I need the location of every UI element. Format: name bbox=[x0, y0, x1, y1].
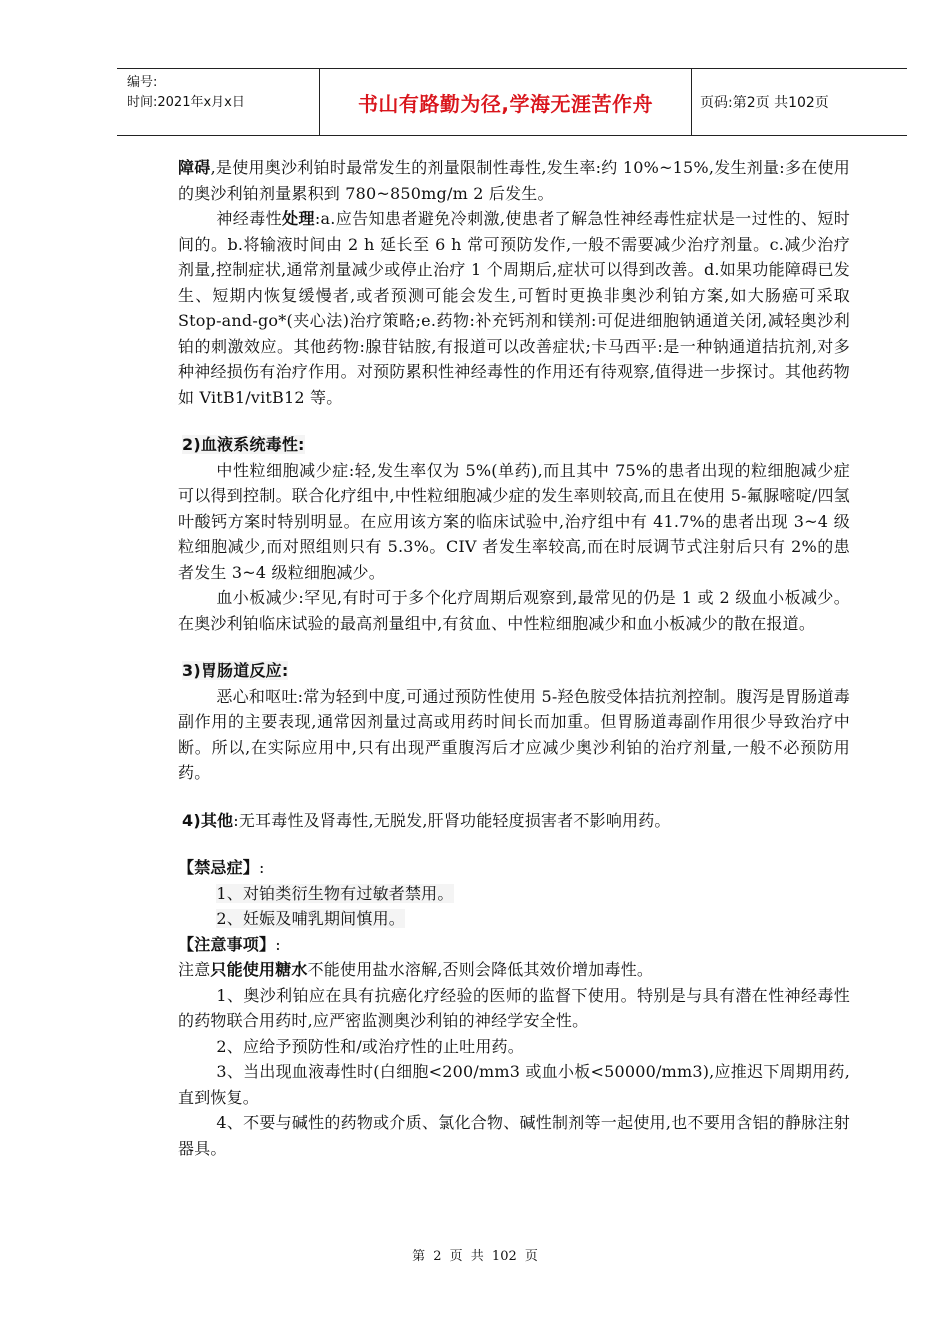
header-meta bbox=[117, 69, 319, 135]
bold-term: 处理 bbox=[282, 209, 315, 228]
note-item: 2、应给予预防性和/或治疗性的止吐用药。 bbox=[216, 1036, 524, 1056]
note-item: 4、不要与碱性的药物或介质、氯化合物、碱性制剂等一起使用,也不要用含铝的静脉注射器具。 bbox=[178, 1113, 850, 1158]
paragraph-neuro-intro: 障碍,是使用奥沙利铂时最常发生的剂量限制性毒性,发生率:约 10%~15%,发生剂量:多在使用的奥沙利铂剂量累积到 780~850mg/m 2 后发生。 bbox=[178, 158, 850, 203]
page-footer bbox=[0, 1245, 950, 1264]
paragraph-neuro-treatment: 神经毒性处理:a.应告知患者避免冷刺激,使患者了解急性神经毒性症状是一过性的、短时间的。b.将输液时间由 2 h 延长至 6 h 常可预防发作,一般不需要减少治疗剂量。c.减少治疗剂量,控制症状,通常剂量减少或停止治疗 1 个周期后,症状可以得到改善。d.如果功能障碍已发生、短期内恢复缓慢者,或者预测可能会发生,可暂时更换非奥沙利铂方案,如大肠癌可采取 Stop-and-go*(夹心法)治疗策略;e.药物:补充钙剂和镁剂:可促进细胞钠通道关闭,减轻奥沙利铂的刺激效应。其他药物:腺苷钴胺,有报道可以改善症状;卡马西平:是一种钠通道拮抗剂,对多种神经损伤有治疗作用。对预防累积性神经毒性的作用还有待观察,值得进一步探讨。其他药物如 VitB1/vitB12 等。 bbox=[178, 209, 850, 407]
time-label: 时间:2021年x月x日 bbox=[127, 95, 245, 110]
code-label: 编号: bbox=[127, 75, 158, 90]
page-header bbox=[117, 68, 907, 136]
section-heading-other: 4)其他 bbox=[182, 810, 234, 830]
contraindication-item: 1、对铂类衍生物有过敏者禁用。 bbox=[216, 883, 454, 903]
document-body bbox=[178, 155, 850, 1161]
bold-term: 障碍 bbox=[178, 158, 211, 177]
paragraph-nausea: 恶心和呕吐:常为轻到中度,可通过预防性使用 5-羟色胺受体拮抗剂控制。腹泻是胃肠道毒副作用的主要表现,通常因剂量过高或用药时间长而加重。但胃肠道毒副作用很少导致治疗中断。所以,在实际应用中,只有出现严重腹泻后才应减少奥沙利铂的治疗剂量,一般不必预防用药。 bbox=[178, 686, 850, 782]
section-heading-hematologic: 2)血液系统毒性: bbox=[182, 435, 305, 454]
notes-intro: 注意只能使用糖水不能使用盐水溶解,否则会降低其效价增加毒性。 bbox=[178, 960, 654, 979]
header-page-cell bbox=[692, 69, 907, 135]
note-item: 3、当出现血液毒性时(白细胞<200/mm3 或血小板<50000/mm3),应推迟下周期用药,直到恢复。 bbox=[178, 1062, 850, 1107]
footer-page-number: 第 2 页 共 102 页 bbox=[412, 1249, 538, 1264]
notes-heading: 【注意事项】: bbox=[178, 934, 281, 954]
section-other: 4)其他:无耳毒性及肾毒性,无脱发,肝肾功能轻度损害者不影响用药。 bbox=[182, 810, 671, 830]
paragraph-thrombocytopenia: 血小板减少:罕见,有时可于多个化疗周期后观察到,最常见的仍是 1 或 2 级血小板减少。在奥沙利铂临床试验的最高剂量组中,有贫血、中性粒细胞减少和血小板减少的散在报道。 bbox=[178, 588, 850, 633]
note-item: 1、奥沙利铂应在具有抗癌化疗经验的医师的监督下使用。特别是与具有潜在性神经毒性的药物联合用药时,应严密监测奥沙利铂的神经学安全性。 bbox=[178, 985, 850, 1030]
contraindications-heading: 【禁忌症】: bbox=[178, 858, 265, 877]
section-heading-gi: 3)胃肠道反应: bbox=[182, 661, 289, 680]
paragraph-neutropenia: 中性粒细胞减少症:轻,发生率仅为 5%(单药),而且其中 75%的患者出现的粒细胞减少症可以得到控制。联合化疗组中,中性粒细胞减少症的发生率则较高,而且在使用 5-氟脲嘧啶/四氢叶酸钙方案时特别明显。在应用该方案的临床试验中,治疗组中有 41.7%的患者出现 3~4 级粒细胞减少,而对照组则只有 5.3%。CIV 者发生率较高,而在时辰调节式注射后只有 2%的患者发生 3~4 级粒细胞减少。 bbox=[178, 460, 850, 582]
contraindication-item: 2、妊娠及哺乳期间慎用。 bbox=[216, 909, 405, 928]
header-motto-cell bbox=[319, 69, 692, 135]
motto: 书山有路勤为径,学海无涯苦作舟 bbox=[357, 91, 654, 116]
page-label: 页码:第2页 共102页 bbox=[700, 95, 829, 111]
bold-term: 只能使用糖水 bbox=[210, 960, 308, 979]
